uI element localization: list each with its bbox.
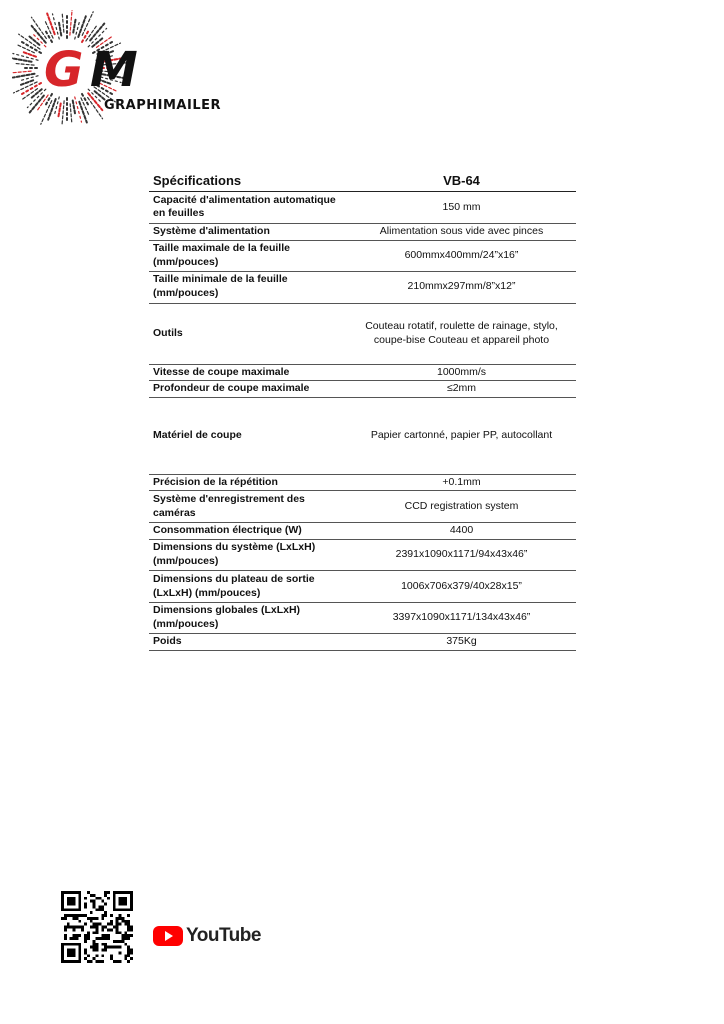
header-label: Spécifications bbox=[149, 171, 347, 191]
row-label: Profondeur de coupe maximale bbox=[149, 381, 347, 398]
youtube-label: YouTube bbox=[186, 925, 261, 946]
table-row bbox=[149, 223, 576, 240]
table-row bbox=[149, 381, 576, 398]
row-label: Vitesse de coupe maximale bbox=[149, 364, 347, 381]
table-row bbox=[149, 303, 576, 364]
row-value: Couteau rotatif, roulette de rainage, stylo, coupe-bise Couteau et appareil photo bbox=[347, 303, 576, 364]
row-label: Système d'alimentation bbox=[149, 223, 347, 240]
row-value: 1000mm/s bbox=[347, 364, 576, 381]
table-row bbox=[149, 491, 576, 523]
row-value: 4400 bbox=[347, 523, 576, 540]
row-label: Dimensions du système (LxLxH) (mm/pouces) bbox=[149, 540, 347, 571]
table-row bbox=[149, 397, 576, 474]
row-value: ≤2mm bbox=[347, 381, 576, 398]
table-row bbox=[149, 271, 576, 303]
row-label: Système d'enregistrement des caméras bbox=[149, 491, 347, 523]
table-row bbox=[149, 603, 576, 634]
row-label: Consommation électrique (W) bbox=[149, 523, 347, 540]
table-header-row bbox=[149, 171, 576, 191]
row-label: Outils bbox=[149, 303, 347, 364]
brand-name: GRAPHIMAILER bbox=[104, 98, 221, 113]
qr-code[interactable] bbox=[61, 891, 133, 963]
logo-monogram-g: G bbox=[44, 42, 84, 98]
row-value: 2391x1090x1171/94x43x46” bbox=[347, 540, 576, 571]
row-value: 150 mm bbox=[347, 191, 576, 223]
row-value: Papier cartonné, papier PP, autocollant bbox=[347, 397, 576, 474]
table-row bbox=[149, 540, 576, 571]
table-row bbox=[149, 523, 576, 540]
header-model: VB-64 bbox=[347, 171, 576, 191]
qr-code-icon bbox=[61, 891, 133, 963]
row-value: +0.1mm bbox=[347, 474, 576, 491]
row-label: Taille minimale de la feuille (mm/pouces) bbox=[149, 271, 347, 303]
youtube-play-icon bbox=[153, 925, 183, 947]
youtube-link[interactable] bbox=[153, 925, 261, 947]
table-row bbox=[149, 474, 576, 491]
table-row bbox=[149, 634, 576, 651]
row-value: Alimentation sous vide avec pinces bbox=[347, 223, 576, 240]
table-row bbox=[149, 364, 576, 381]
table-row bbox=[149, 240, 576, 271]
specifications-table bbox=[149, 171, 576, 651]
row-value: 375Kg bbox=[347, 634, 576, 651]
row-value: 1006x706x379/40x28x15” bbox=[347, 571, 576, 603]
row-value: 210mmx297mm/8”x12” bbox=[347, 271, 576, 303]
row-value: CCD registration system bbox=[347, 491, 576, 523]
row-label: Matériel de coupe bbox=[149, 397, 347, 474]
row-label: Taille maximale de la feuille (mm/pouces) bbox=[149, 240, 347, 271]
row-label: Dimensions globales (LxLxH) (mm/pouces) bbox=[149, 603, 347, 634]
table-row bbox=[149, 191, 576, 223]
graphimailer-logo bbox=[12, 10, 232, 125]
specifications-section bbox=[149, 171, 576, 651]
row-value: 600mmx400mm/24”x16” bbox=[347, 240, 576, 271]
table-row bbox=[149, 571, 576, 603]
row-value: 3397x1090x1171/134x43x46” bbox=[347, 603, 576, 634]
row-label: Poids bbox=[149, 634, 347, 651]
row-label: Précision de la répétition bbox=[149, 474, 347, 491]
row-label: Dimensions du plateau de sortie (LxLxH) (mm/pouces) bbox=[149, 571, 347, 603]
logo-monogram-m: M bbox=[90, 42, 138, 98]
row-label: Capacité d'alimentation automatique en feuilles bbox=[149, 191, 347, 223]
